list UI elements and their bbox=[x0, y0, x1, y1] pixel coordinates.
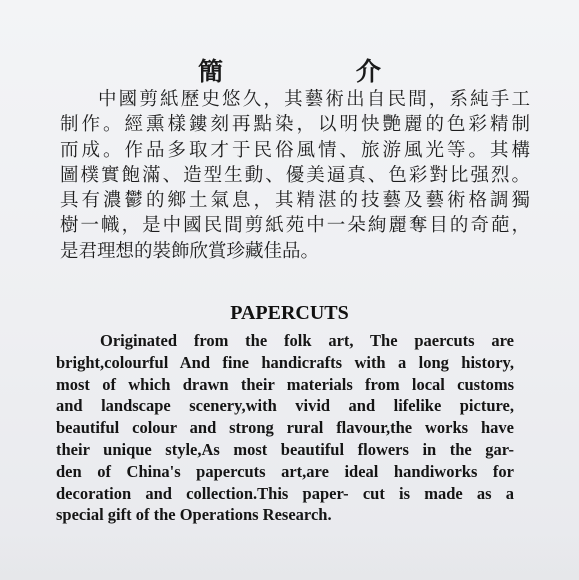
bottom-shadow bbox=[0, 532, 579, 580]
english-title: PAPERCUTS bbox=[230, 302, 349, 324]
english-line: Originated from the folk art, The paercuts are bbox=[100, 331, 514, 350]
english-line: bright,colourful And fine handicrafts with a long history, bbox=[56, 352, 514, 372]
chinese-line: 是君理想的裝飾欣賞珍藏佳品。 bbox=[60, 240, 320, 262]
english-line: their unique style,As most beautiful flowers in the gar- bbox=[56, 439, 514, 459]
english-line: special gift of the Operations Research. bbox=[56, 505, 332, 525]
chinese-line: 圖樸實飽滿、造型生動、優美逼真、色彩對比强烈。 bbox=[60, 164, 530, 186]
english-paragraph bbox=[56, 330, 514, 526]
english-line: most of which drawn their materials from local customs bbox=[56, 374, 514, 394]
chinese-line: 中國剪紙歷史悠久，其藝術出自民間，系純手工 bbox=[98, 89, 530, 110]
chinese-paragraph bbox=[60, 87, 530, 264]
chinese-title: 簡 介 bbox=[198, 57, 443, 86]
english-line: den of China's papercuts art,are ideal handiworks for bbox=[56, 461, 514, 481]
english-line: decoration and collection.This paper- cut is made as a bbox=[56, 483, 514, 503]
chinese-line: 具有濃鬱的鄉土氣息，其精湛的技藝及藝術格調獨 bbox=[60, 190, 530, 212]
english-line: beautiful colour and strong rural flavour,the works have bbox=[56, 418, 514, 438]
chinese-line: 樹一幟，是中國民間剪紙苑中一朵絢麗奪目的奇葩， bbox=[60, 215, 530, 237]
chinese-line: 制作。經熏樣鏤刻再點染，以明快艷麗的色彩精制 bbox=[60, 114, 530, 136]
chinese-line: 而成。作品多取才于民俗風情、旅游風光等。其構 bbox=[60, 139, 530, 161]
english-line: and landscape scenery,with vivid and lifelike picture, bbox=[56, 396, 514, 416]
